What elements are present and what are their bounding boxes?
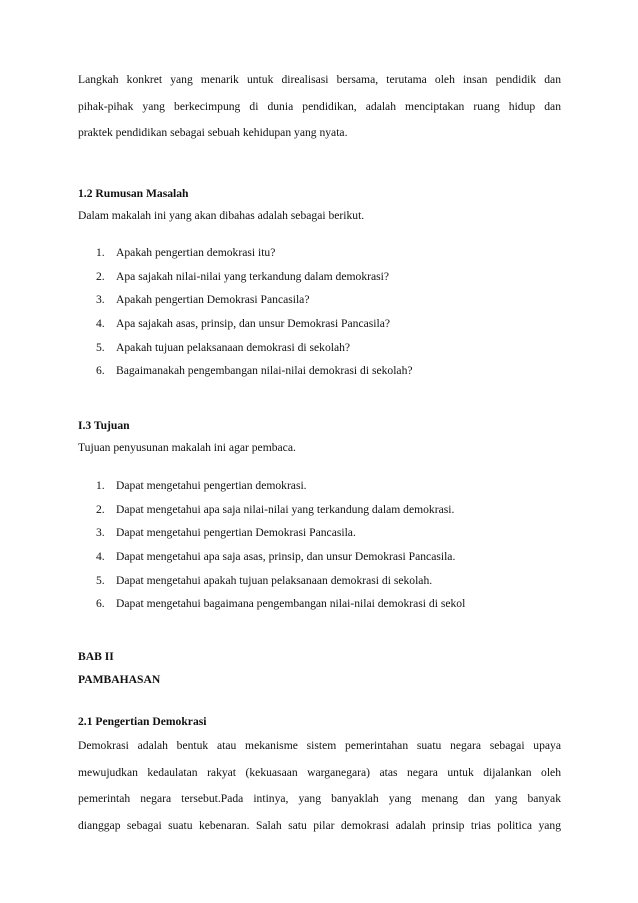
list-item — [96, 245, 413, 269]
list-item — [96, 573, 465, 597]
list-item — [96, 596, 465, 620]
list-item — [96, 316, 413, 340]
pengertian-paragraph — [78, 733, 561, 839]
list-text: Apakah pengertian demokrasi itu? — [116, 246, 276, 259]
list-number: 4. — [96, 317, 105, 331]
list-number: 6. — [96, 597, 105, 611]
list-number: 5. — [96, 573, 105, 587]
list-number: 1. — [96, 479, 105, 492]
list-number: 4. — [96, 550, 105, 564]
pengertian-line: Demokrasi adalah bentuk atau mekanisme sistem pemerintahan suatu negara sebagai upaya — [78, 739, 561, 752]
intro-paragraph — [78, 67, 561, 147]
list-text: Dapat mengetahui apa saja asas, prinsip, dan unsur Demokrasi Pancasila. — [116, 550, 456, 564]
list-text: Dapat mengetahui apakah tujuan pelaksanaan demokrasi di sekolah. — [116, 573, 433, 587]
pengertian-line: dianggap sebagai suatu kebenaran. Salah satu pilar demokrasi adalah prinsip trias politica yang — [78, 818, 561, 832]
chapter-title: PAMBAHASAN — [78, 673, 161, 686]
list-text: Bagaimanakah pengembangan nilai-nilai demokrasi di sekolah? — [116, 364, 413, 378]
section-heading-pengertian: 2.1 Pengertian Demokrasi — [78, 715, 207, 728]
tujuan-list — [96, 478, 465, 620]
list-item — [96, 269, 413, 293]
list-number: 6. — [96, 364, 105, 378]
list-text: Dapat mengetahui pengertian Demokrasi Pancasila. — [116, 526, 356, 540]
list-item — [96, 549, 465, 573]
list-item — [96, 525, 465, 549]
list-number: 5. — [96, 340, 105, 354]
list-item — [96, 292, 413, 316]
tujuan-lead: Tujuan penyusunan makalah ini agar pembaca. — [78, 441, 296, 454]
intro-line: praktek pendidikan sebagai sebuah kehidupan yang nyata. — [78, 126, 348, 139]
list-text: Apakah pengertian Demokrasi Pancasila? — [116, 293, 310, 307]
section-heading-tujuan: I.3 Tujuan — [78, 419, 130, 432]
list-text: Dapat mengetahui apa saja nilai-nilai yang terkandung dalam demokrasi. — [116, 502, 455, 516]
list-item — [96, 502, 465, 526]
list-item — [96, 363, 413, 387]
list-number: 1. — [96, 246, 105, 259]
list-number: 3. — [96, 526, 105, 540]
intro-line: pihak-pihak yang berkecimpung di dunia pendidikan, adalah menciptakan ruang hidup dan — [78, 99, 561, 113]
list-text: Dapat mengetahui bagaimana pengembangan nilai-nilai demokrasi di sekol — [116, 597, 466, 611]
list-text: Apakah tujuan pelaksanaan demokrasi di sekolah? — [116, 340, 351, 354]
list-item — [96, 478, 465, 502]
pengertian-line: mewujudkan kedaulatan rakyat (kekuasaan warganegara) atas negara untuk dijalankan oleh — [78, 765, 561, 779]
pengertian-line: pemerintah negara tersebut.Pada intinya, yang banyaklah yang menang dan yang banyak — [78, 792, 561, 805]
list-text: Dapat mengetahui pengertian demokrasi. — [116, 479, 307, 492]
rumusan-list — [96, 245, 413, 387]
list-number: 2. — [96, 269, 105, 283]
chapter-number: BAB II — [78, 650, 114, 663]
list-text: Apa sajakah nilai-nilai yang terkandung dalam demokrasi? — [116, 269, 390, 283]
section-heading-rumusan: 1.2 Rumusan Masalah — [78, 187, 189, 200]
list-text: Apa sajakah asas, prinsip, dan unsur Demokrasi Pancasila? — [116, 317, 390, 331]
intro-line: Langkah konkret yang menarik untuk direalisasi bersama, terutama oleh insan pendidik dan — [78, 73, 561, 86]
list-number: 2. — [96, 502, 105, 516]
list-item — [96, 340, 413, 364]
list-number: 3. — [96, 293, 105, 307]
rumusan-lead: Dalam makalah ini yang akan dibahas adalah sebagai berikut. — [78, 209, 365, 222]
